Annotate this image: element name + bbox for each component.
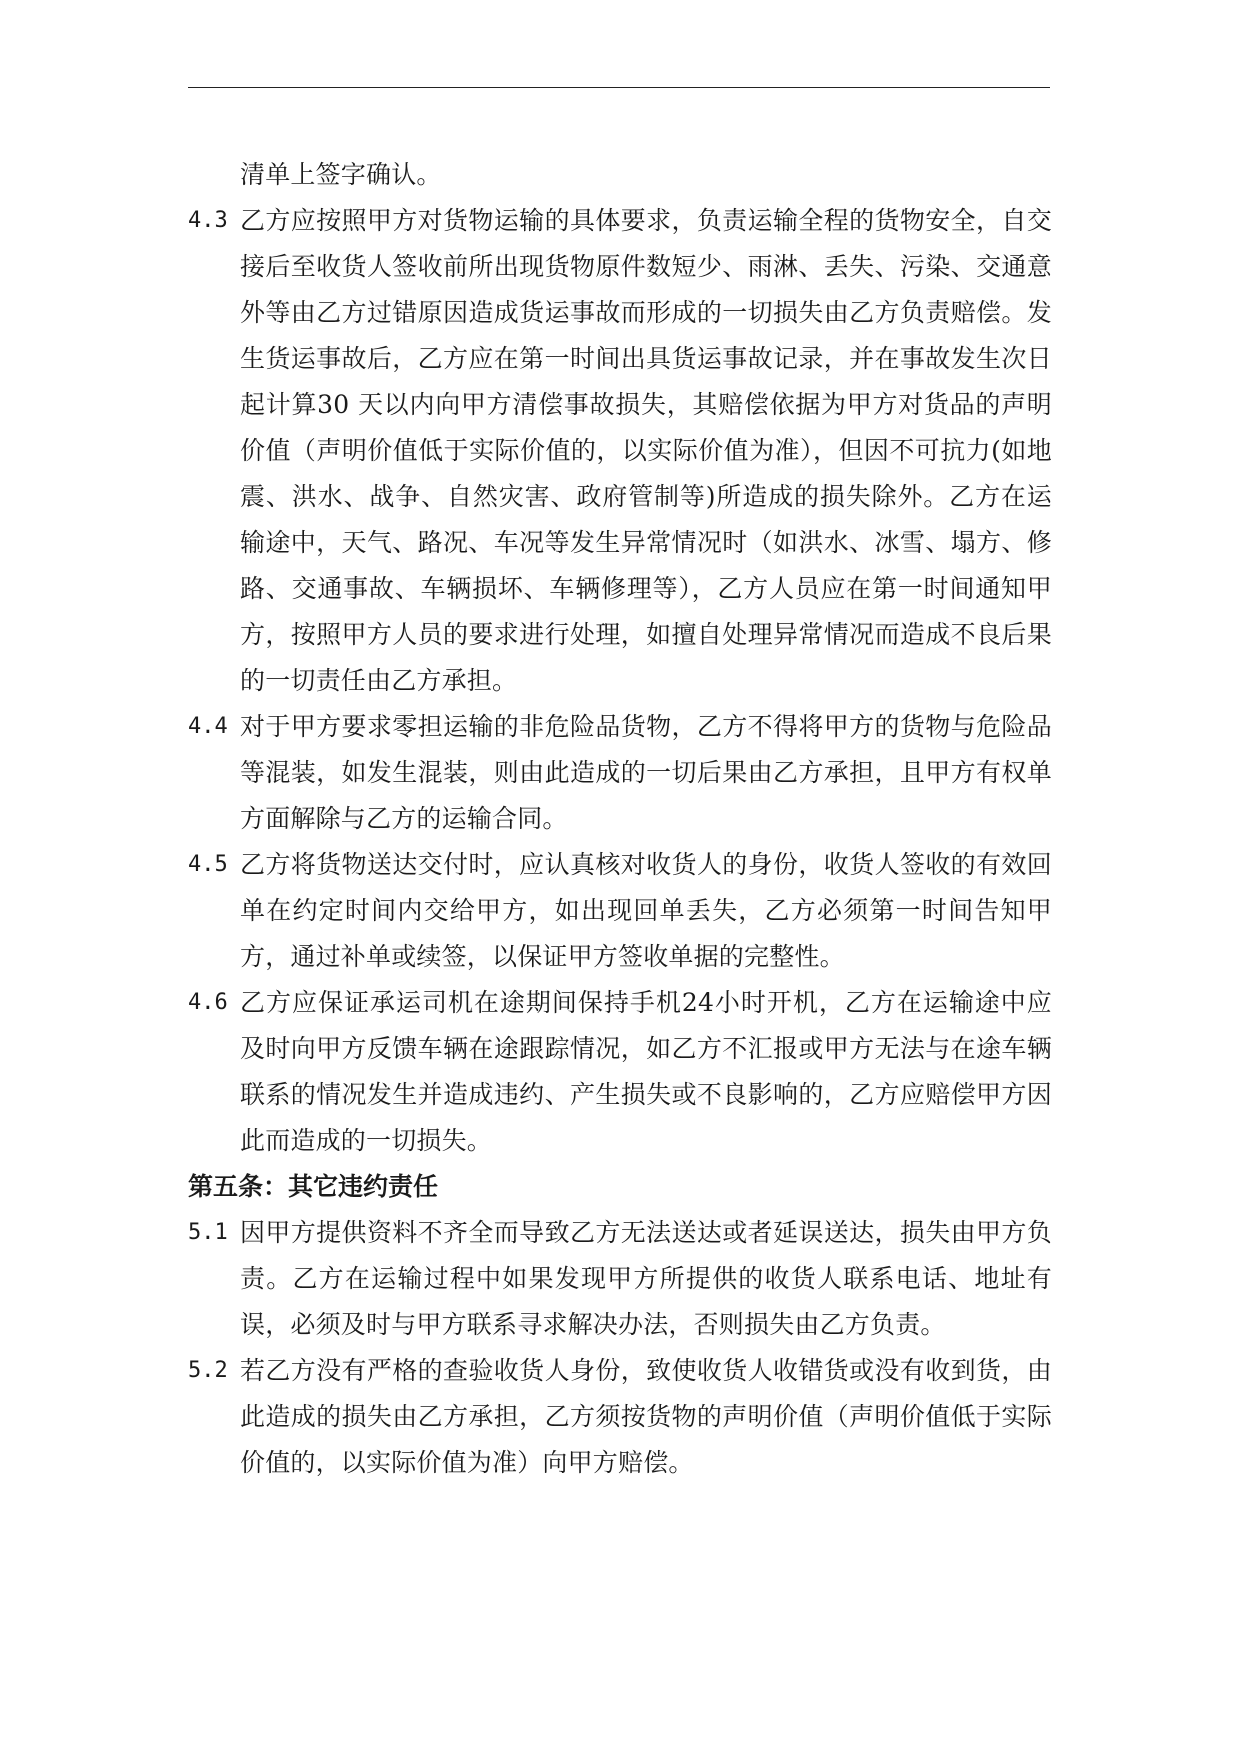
clause-5-2 — [188, 1348, 1052, 1486]
clause-number: 4.3 — [188, 208, 228, 233]
clause-4-4 — [188, 704, 1052, 842]
clause-number: 4.6 — [188, 990, 228, 1015]
clause-text: 对于甲方要求零担运输的非危险品货物，乙方不得将甲方的货物与危险品等混装，如发生混装，则由此造成的一切后果由乙方承担，且甲方有权单方面解除与乙方的运输合同。 — [240, 712, 1052, 833]
clause-5-1 — [188, 1210, 1052, 1348]
clause-number: 5.1 — [188, 1220, 228, 1245]
document-body — [188, 152, 1052, 1486]
clause-text: 若乙方没有严格的查验收货人身份，致使收货人收错货或没有收到货，由此造成的损失由乙方承担，乙方须按货物的声明价值（声明价值低于实际价值的，以实际价值为准）向甲方赔偿。 — [240, 1356, 1052, 1477]
clause-4-5 — [188, 842, 1052, 980]
section-5-heading: 第五条：其它违约责任 — [188, 1172, 439, 1201]
clause-text: 乙方应保证承运司机在途期间保持手机24小时开机，乙方在运输途中应及时向甲方反馈车辆在途跟踪情况，如乙方不汇报或甲方无法与在途车辆联系的情况发生并造成违约、产生损失或不良影响的，乙方应赔偿甲方因此而造成的一切损失。 — [240, 988, 1052, 1155]
clause-4-6 — [188, 980, 1052, 1164]
clause-4-3 — [188, 198, 1052, 704]
clause-number: 4.4 — [188, 714, 228, 739]
continuation-text: 清单上签字确认。 — [240, 160, 442, 189]
clause-text: 因甲方提供资料不齐全而导致乙方无法送达或者延误送达，损失由甲方负责。乙方在运输过程中如果发现甲方所提供的收货人联系电话、地址有误，必须及时与甲方联系寻求解决办法，否则损失由乙方负责。 — [240, 1218, 1052, 1339]
continuation-paragraph — [188, 152, 1052, 198]
header-rule — [188, 87, 1050, 88]
clause-text: 乙方应按照甲方对货物运输的具体要求，负责运输全程的货物安全，自交接后至收货人签收前所出现货物原件数短少、雨淋、丢失、污染、交通意外等由乙方过错原因造成货运事故而形成的一切损失由乙方负责赔偿。发生货运事故后，乙方应在第一时间出具货运事故记录，并在事故发生次日起计算30 天以内向甲方清偿事故损失，其赔偿依据为甲方对货品的声明价值（声明价值低于实际价值的，以实际价值为准），但因不可抗力(如地震、洪水、战争、自然灾害、政府管制等)所造成的损失除外。乙方在运输途中，天气、路况、车况等发生异常情况时（如洪水、冰雪、塌方、修路、交通事故、车辆损坏、车辆修理等），乙方人员应在第一时间通知甲方，按照甲方人员的要求进行处理，如擅自处理异常情况而造成不良后果的一切责任由乙方承担。 — [240, 206, 1052, 695]
clause-text: 乙方将货物送达交付时，应认真核对收货人的身份，收货人签收的有效回单在约定时间内交给甲方，如出现回单丢失，乙方必须第一时间告知甲方，通过补单或续签，以保证甲方签收单据的完整性。 — [240, 850, 1052, 971]
clause-number: 4.5 — [188, 852, 228, 877]
clause-number: 5.2 — [188, 1358, 228, 1383]
